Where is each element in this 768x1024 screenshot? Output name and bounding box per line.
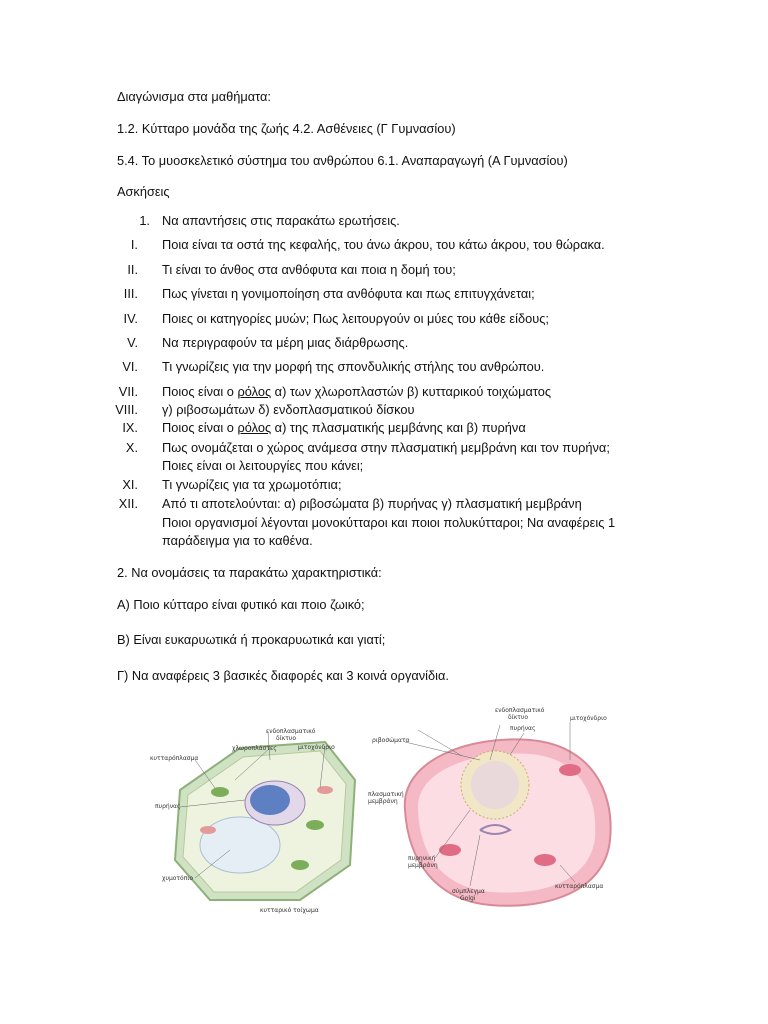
label-cell-wall: κυτταρικό τοίχωμα bbox=[260, 907, 319, 914]
label-golgi: σύμπλεγμα bbox=[452, 888, 485, 895]
question-number: V. bbox=[127, 335, 138, 350]
question-text: Τι είναι το άνθος στα ανθόφυτα και ποια η δομή του; bbox=[162, 262, 456, 277]
label-nucleus-left: πυρήνας bbox=[155, 803, 181, 810]
label-plasma-membrane: πλασματική bbox=[368, 791, 404, 798]
label-er-right: δίκτυο bbox=[508, 714, 528, 721]
section-heading: Ασκήσεις bbox=[117, 184, 170, 199]
exercise-2-title: 2. Να ονομάσεις τα παρακάτω χαρακτηριστικά: bbox=[117, 565, 382, 580]
label-cytoplasm-left: κυτταρόπλασμα bbox=[150, 755, 199, 762]
exercise-1-text: Να απαντήσεις στις παρακάτω ερωτήσεις. bbox=[162, 213, 400, 228]
question-number: IV. bbox=[123, 311, 138, 326]
cell-diagram bbox=[150, 700, 620, 915]
question-text: γ) ριβοσωμάτων δ) ενδοπλασματικού δίσκου bbox=[162, 402, 415, 417]
topic-line-1: 1.2. Κύτταρο μονάδα της ζωής 4.2. Ασθένειες (Γ Γυμνασίου) bbox=[117, 121, 456, 136]
exercise-1-number: 1. bbox=[139, 213, 150, 228]
question-number: XII. bbox=[118, 496, 138, 511]
question-number: VII. bbox=[118, 384, 138, 399]
question-number: VIII. bbox=[115, 402, 138, 417]
question-text: Ποιος είναι ο ρόλος α) των χλωροπλαστών β) κυτταρικού τοιχώματος bbox=[162, 384, 552, 399]
question-number: II. bbox=[127, 262, 138, 277]
question-text: Ποια είναι τα οστά της κεφαλής, του άνω άκρου, του κάτω άκρου, του θώρακα. bbox=[162, 237, 605, 252]
label-nucleus-right: πυρήνας bbox=[510, 725, 536, 732]
plant-cell bbox=[175, 742, 355, 900]
question-text: Πως γίνεται η γονιμοποίηση στα ανθόφυτα και πως επιτυγχάνεται; bbox=[162, 286, 535, 301]
exercise-2-item-a: Α) Ποιο κύτταρο είναι φυτικό και ποιο ζωικό; bbox=[117, 597, 365, 612]
question-number: I. bbox=[130, 237, 138, 252]
label-mitochondrion-right: μιτοχόνδριο bbox=[570, 715, 607, 722]
question-number: XI. bbox=[122, 477, 138, 492]
topic-line-2: 5.4. Το μυοσκελετικό σύστημα του ανθρώπου 6.1. Αναπαραγωγή (Α Γυμνασίου) bbox=[117, 153, 568, 168]
underlined-word: ρόλος bbox=[237, 420, 272, 435]
question-text: Ποιος είναι ο ρόλος α) της πλασματικής μεμβάνης και β) πυρήνα bbox=[162, 420, 526, 435]
question-text-continued: Ποιες είναι οι λειτουργίες που κάνει; bbox=[162, 458, 364, 473]
label-vacuole: χυμοτόπιο bbox=[162, 875, 194, 882]
question-text: Ποιες οι κατηγορίες μυών; Πως λειτουργούν οι μύες του κάθε είδους; bbox=[162, 311, 549, 326]
exercise-2-item-b: Β) Είναι ευκαρυωτικά ή προκαρυωτικά και γιατί; bbox=[117, 632, 386, 647]
exam-title: Διαγώνισμα στα μαθήματα: bbox=[117, 89, 271, 104]
label-er-left: ενδοπλασματικό bbox=[266, 728, 316, 735]
question-number: III. bbox=[123, 286, 138, 301]
question-text: Πως ονομάζεται ο χώρος ανάμεσα στην πλασματική μεμβράνη και τον πυρήνα; bbox=[162, 440, 610, 455]
question-text-continued: Ποιοι οργανισμοί λέγονται μονοκύτταροι και ποιοι πολυκύτταροι; Να αναφέρεις 1 bbox=[162, 515, 616, 530]
label-plasma-membrane: μεμβράνη bbox=[368, 798, 398, 805]
question-text-continued: παράδειγμα για το καθένα. bbox=[162, 533, 313, 548]
question-number: X. bbox=[125, 440, 138, 455]
question-text: Από τι αποτελούνται: α) ριβοσώματα β) πυρήνας γ) πλασματική μεμβράνη bbox=[162, 496, 582, 511]
question-number: IX. bbox=[122, 420, 138, 435]
question-text: Τι γνωρίζεις για την μορφή της σπονδυλικής στήλης του ανθρώπου. bbox=[162, 359, 545, 374]
animal-cell bbox=[405, 739, 611, 905]
label-nuclear-membrane: μεμβράνη bbox=[408, 862, 438, 869]
question-number: VI. bbox=[122, 359, 138, 374]
label-er-left: δίκτυο bbox=[276, 735, 296, 742]
question-text: Τι γνωρίζεις για τα χρωμοτόπια; bbox=[162, 477, 342, 492]
question-text: Να περιγραφούν τα μέρη μιας διάρθρωσης. bbox=[162, 335, 409, 350]
exercise-2-item-c: Γ) Να αναφέρεις 3 βασικές διαφορές και 3 κοινά οργανίδια. bbox=[117, 668, 449, 683]
label-ribosomes: ριβοσώματα bbox=[372, 737, 410, 744]
label-nuclear-membrane: πυρηνική bbox=[408, 855, 436, 862]
label-cytoplasm-right: κυτταρόπλασμα bbox=[555, 883, 604, 890]
underlined-word: ρόλος bbox=[237, 384, 272, 399]
label-chloroplasts: χλωροπλάστες bbox=[232, 745, 277, 752]
label-golgi: Golgi bbox=[460, 895, 476, 902]
label-mitochondrion-left: μιτοχόνδριο bbox=[298, 744, 335, 751]
label-er-right: ενδοπλασματικό bbox=[495, 707, 545, 714]
